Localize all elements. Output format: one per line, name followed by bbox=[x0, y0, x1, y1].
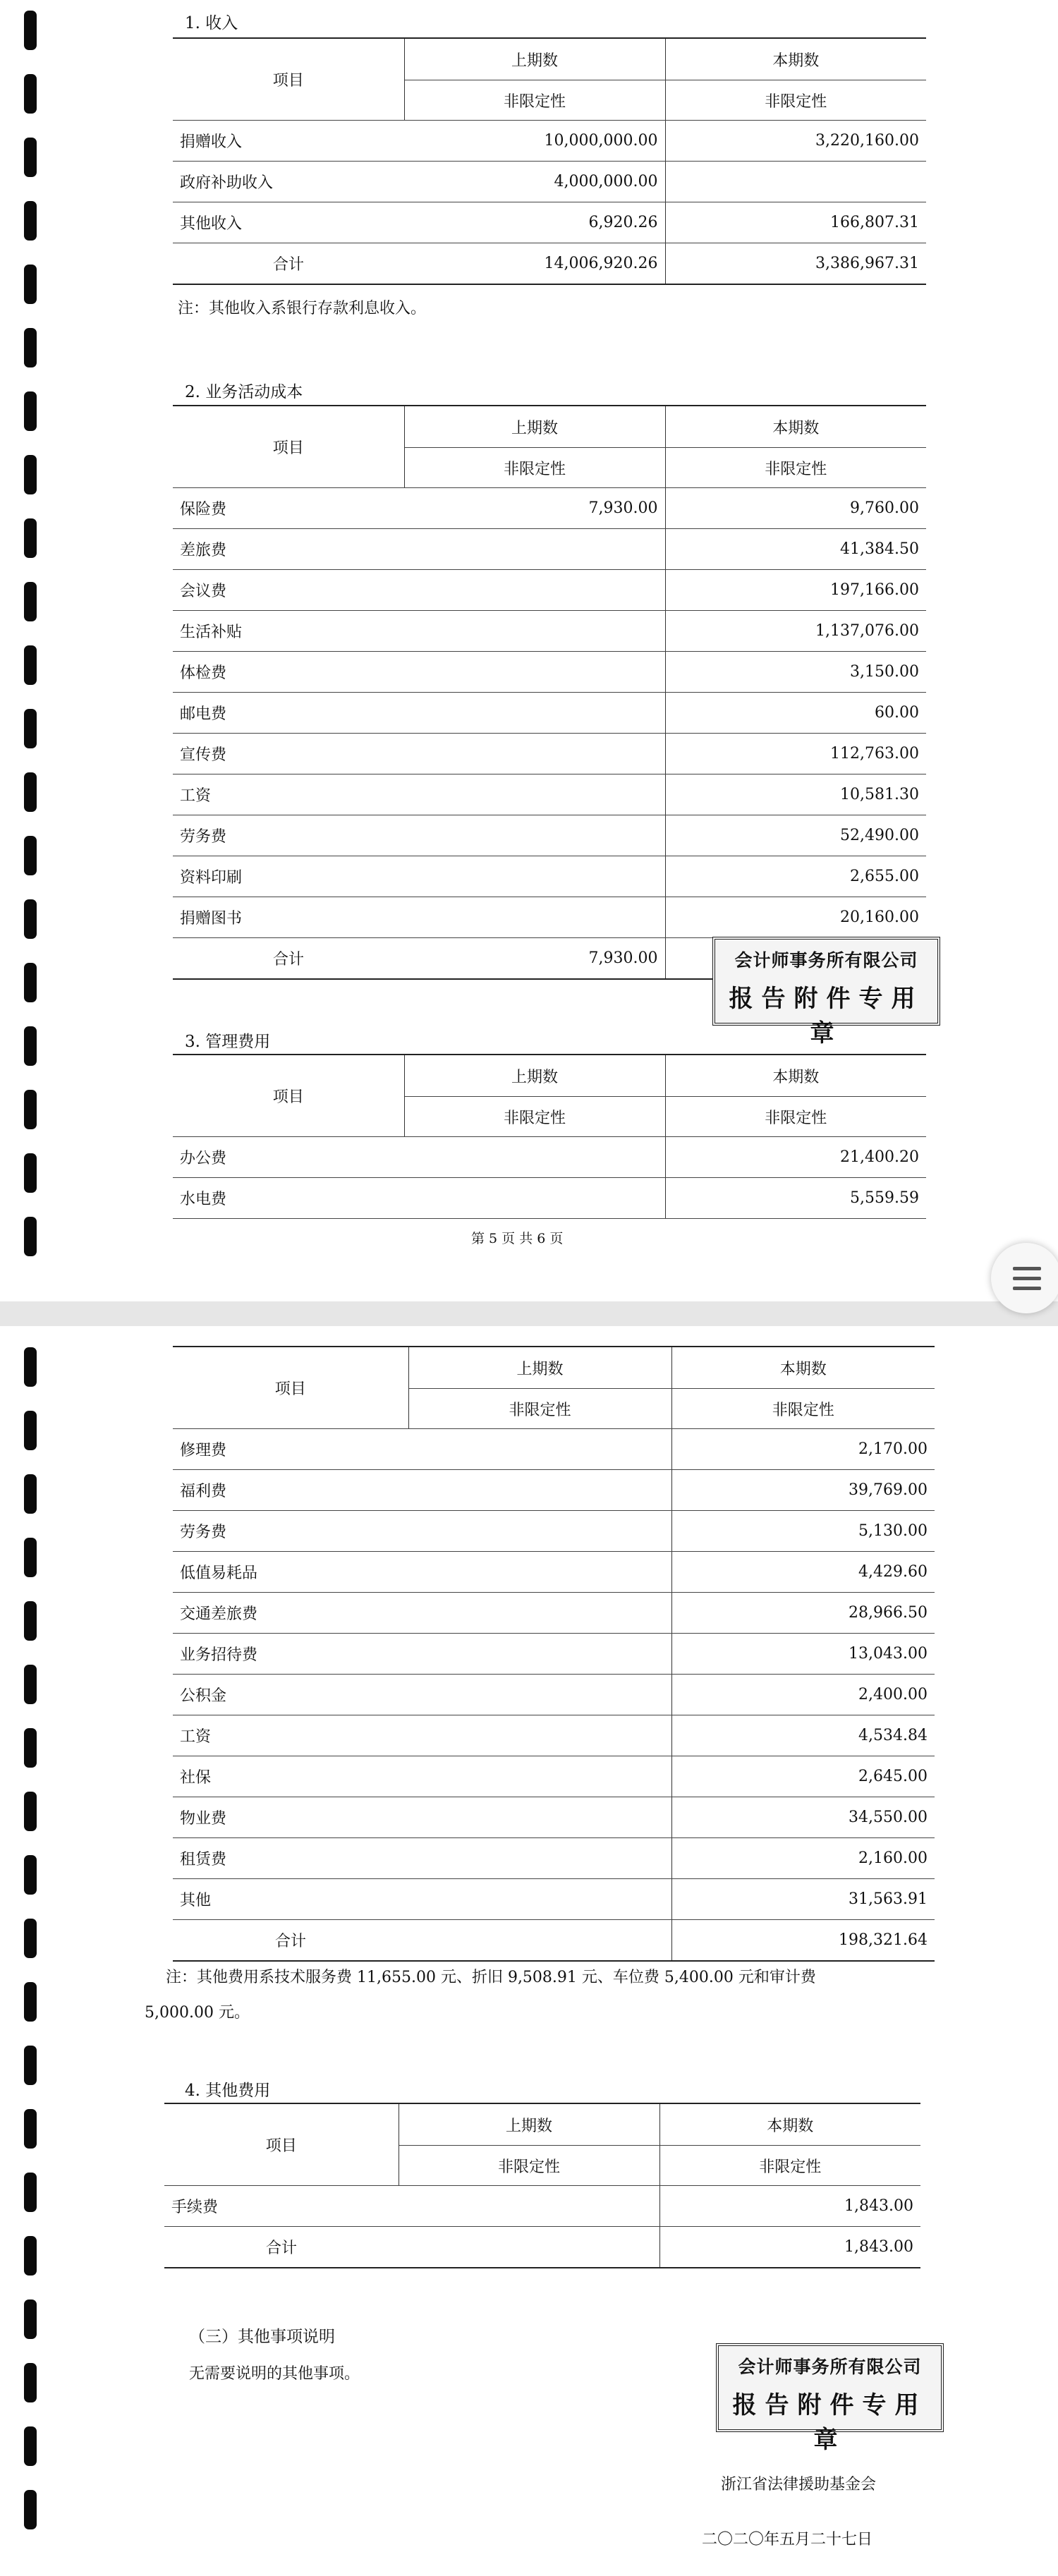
item-header: 项目 bbox=[173, 1055, 404, 1137]
table-row: 其他 31,563.91 bbox=[173, 1879, 935, 1920]
table-row: 福利费 39,769.00 bbox=[173, 1470, 935, 1511]
page-separator bbox=[0, 1301, 1058, 1326]
management-note-line-1: 注：其他费用系技术服务费 11,655.00 元、折旧 9,508.91 元、车位费 5,400.00 元和审计费 bbox=[166, 1969, 816, 1986]
management-heading: 3. 管理费用 bbox=[185, 1033, 271, 1051]
total-row: 合计 7,930.00 bbox=[173, 938, 926, 980]
table-row: 会议费 197,166.00 bbox=[173, 570, 926, 611]
prior-subheader: 非限定性 bbox=[404, 448, 665, 488]
table-row: 捐赠图书 20,160.00 bbox=[173, 897, 926, 938]
table-row: 社保 2,645.00 bbox=[173, 1756, 935, 1797]
current-subheader: 非限定性 bbox=[665, 448, 926, 488]
total-row: 合计 14,006,920.26 3,386,967.31 bbox=[173, 243, 926, 285]
table-row: 工资 10,581.30 bbox=[173, 774, 926, 815]
prior-header: 上期数 bbox=[408, 1347, 671, 1389]
other-expenses-table bbox=[164, 2103, 920, 2268]
binding-holes bbox=[24, 1326, 45, 2576]
current-subheader: 非限定性 bbox=[659, 2146, 920, 2186]
item-header: 项目 bbox=[173, 406, 404, 488]
total-row: 合计 198,321.64 bbox=[173, 1920, 935, 1962]
other-expenses-heading: 4. 其他费用 bbox=[185, 2082, 271, 2100]
prior-header: 上期数 bbox=[404, 38, 665, 80]
current-subheader: 非限定性 bbox=[671, 1389, 935, 1429]
management-table-part2 bbox=[173, 1346, 935, 1962]
current-subheader: 非限定性 bbox=[665, 80, 926, 121]
signature-org: 浙江省法律援助基金会 bbox=[721, 2476, 877, 2493]
table-row: 交通差旅费 28,966.50 bbox=[173, 1593, 935, 1634]
table-row: 水电费 5,559.59 bbox=[173, 1178, 926, 1219]
table-row: 低值易耗品 4,429.60 bbox=[173, 1552, 935, 1593]
table-row: 办公费 21,400.20 bbox=[173, 1137, 926, 1178]
current-header: 本期数 bbox=[671, 1347, 935, 1389]
business-cost-heading: 2. 业务活动成本 bbox=[185, 383, 303, 401]
current-header: 本期数 bbox=[665, 1055, 926, 1097]
prior-subheader: 非限定性 bbox=[404, 1097, 665, 1137]
management-note-line-2: 5,000.00 元。 bbox=[145, 2004, 250, 2022]
prior-header: 上期数 bbox=[404, 406, 665, 448]
document-page-2 bbox=[0, 1326, 1058, 2576]
accounting-firm-stamp bbox=[712, 937, 940, 1047]
signature-date: 二〇二〇年五月二十七日 bbox=[702, 2531, 873, 2548]
item-header: 项目 bbox=[164, 2103, 399, 2186]
table-row: 公积金 2,400.00 bbox=[173, 1675, 935, 1715]
table-row: 差旅费 41,384.50 bbox=[173, 529, 926, 570]
current-header: 本期数 bbox=[665, 38, 926, 80]
business-cost-table bbox=[173, 405, 926, 980]
table-row: 宣传费 112,763.00 bbox=[173, 734, 926, 774]
prior-subheader: 非限定性 bbox=[399, 2146, 659, 2186]
other-matters-heading: （三）其他事项说明 bbox=[189, 2328, 335, 2346]
prior-subheader: 非限定性 bbox=[408, 1389, 671, 1429]
table-row: 邮电费 60.00 bbox=[173, 693, 926, 734]
accounting-firm-stamp-2 bbox=[716, 2343, 944, 2454]
stamp-line-2: 报告附件专用章 bbox=[732, 2391, 928, 2454]
table-row: 捐赠收入 10,000,000.00 3,220,160.00 bbox=[173, 121, 926, 162]
item-header: 项目 bbox=[173, 38, 404, 121]
prior-header: 上期数 bbox=[404, 1055, 665, 1097]
current-subheader: 非限定性 bbox=[665, 1097, 926, 1137]
table-row: 物业费 34,550.00 bbox=[173, 1797, 935, 1838]
table-row: 租赁费 2,160.00 bbox=[173, 1838, 935, 1879]
table-row: 政府补助收入 4,000,000.00 bbox=[173, 162, 926, 202]
table-row: 手续费 1,843.00 bbox=[164, 2186, 920, 2227]
table-row: 其他收入 6,920.26 166,807.31 bbox=[173, 202, 926, 243]
prior-header: 上期数 bbox=[399, 2103, 659, 2146]
other-matters-text: 无需要说明的其他事项。 bbox=[189, 2365, 360, 2383]
table-row: 劳务费 52,490.00 bbox=[173, 815, 926, 856]
binding-holes bbox=[24, 0, 45, 1301]
item-header: 项目 bbox=[173, 1347, 408, 1429]
current-header: 本期数 bbox=[659, 2103, 920, 2146]
management-table-part1 bbox=[173, 1054, 926, 1219]
stamp-line-1: 会计师事务所有限公司 bbox=[734, 950, 918, 971]
table-row: 保险费 7,930.00 9,760.00 bbox=[173, 488, 926, 529]
table-row: 修理费 2,170.00 bbox=[173, 1429, 935, 1470]
table-row: 生活补贴 1,137,076.00 bbox=[173, 611, 926, 652]
total-row: 合计 1,843.00 bbox=[164, 2227, 920, 2268]
hamburger-menu-icon[interactable] bbox=[991, 1243, 1058, 1313]
income-note: 注：其他收入系银行存款利息收入。 bbox=[178, 300, 427, 317]
stamp-line-1: 会计师事务所有限公司 bbox=[738, 2357, 922, 2377]
prior-subheader: 非限定性 bbox=[404, 80, 665, 121]
page-footer: 第 5 页 共 6 页 bbox=[471, 1231, 564, 1246]
income-heading: 1. 收入 bbox=[185, 14, 238, 32]
table-row: 业务招待费 13,043.00 bbox=[173, 1634, 935, 1675]
current-header: 本期数 bbox=[665, 406, 926, 448]
table-row: 劳务费 5,130.00 bbox=[173, 1511, 935, 1552]
table-row: 资料印刷 2,655.00 bbox=[173, 856, 926, 897]
table-row: 体检费 3,150.00 bbox=[173, 652, 926, 693]
table-row: 工资 4,534.84 bbox=[173, 1715, 935, 1756]
stamp-line-2: 报告附件专用章 bbox=[729, 985, 924, 1047]
income-table bbox=[173, 37, 926, 285]
